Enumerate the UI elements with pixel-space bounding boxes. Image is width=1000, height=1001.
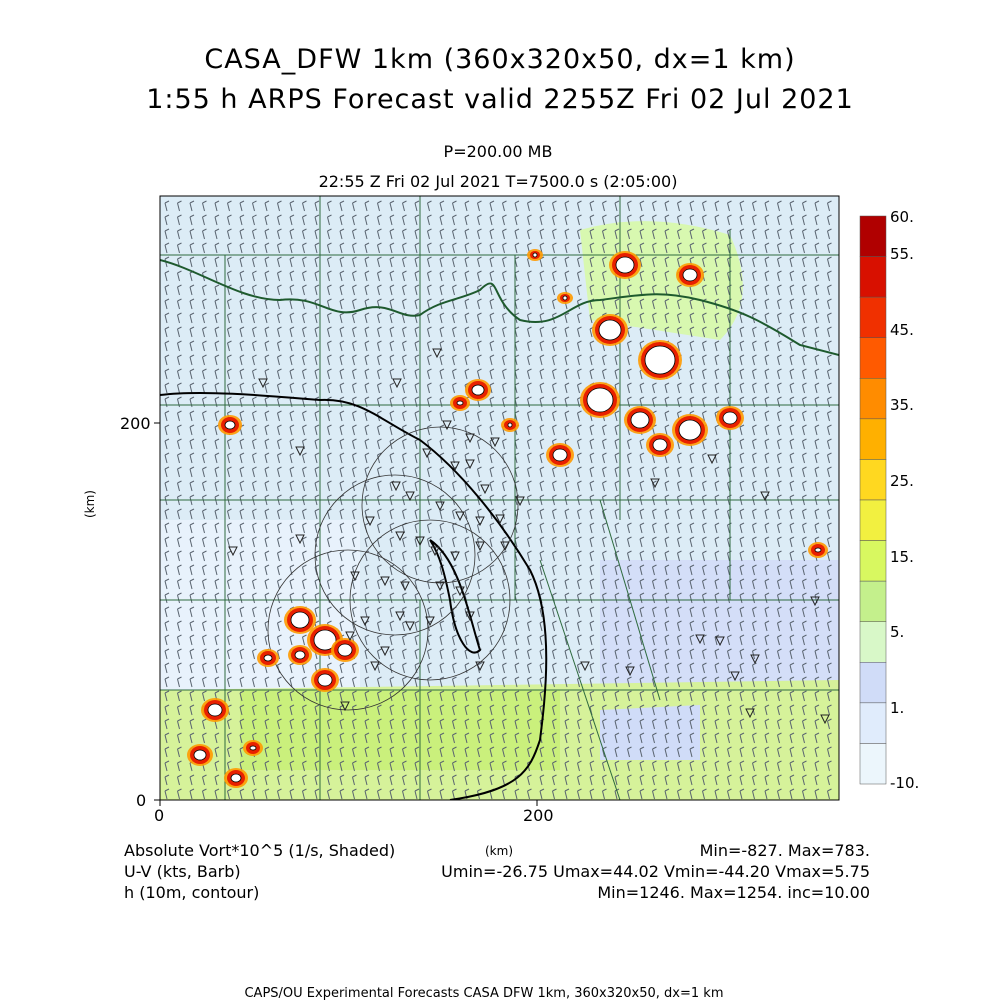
- x-tick-label-200: 200: [523, 806, 554, 825]
- storm-cell-center: [194, 750, 206, 760]
- valid-time: 22:55 Z Fri 02 Jul 2021 T=7500.0 s (2:05:00): [318, 172, 678, 191]
- colorbar-box: [860, 459, 886, 500]
- colorbar-label: 5.: [890, 623, 905, 641]
- colorbar-box: [860, 297, 886, 338]
- storm-cell-center: [295, 651, 305, 659]
- x-axis-unit: (km): [485, 844, 514, 858]
- colorbar-box: [860, 216, 886, 257]
- field1-name: Absolute Vort*10^5 (1/s, Shaded): [124, 841, 396, 860]
- y-tick-label-0: 0: [136, 791, 147, 810]
- colorbar-label: 1.: [890, 699, 905, 717]
- storm-cell-center: [815, 548, 821, 552]
- storm-cell-center: [338, 644, 352, 656]
- storm-cell-center: [645, 346, 675, 374]
- colorbar-box: [860, 500, 886, 541]
- storm-cell-center: [631, 412, 649, 428]
- storm-cell-center: [225, 421, 235, 429]
- storm-cell-center: [472, 385, 484, 395]
- storm-cell-center: [587, 388, 613, 412]
- storm-cell-center: [679, 420, 701, 440]
- y-tick-label-200: 200: [120, 414, 151, 433]
- low-vort-pocket: [600, 705, 700, 760]
- storm-cell-center: [533, 253, 537, 257]
- colorbar-label: 35.: [890, 396, 914, 414]
- y-axis-unit: (km): [83, 489, 98, 519]
- colorbar-label: 55.: [890, 245, 914, 263]
- storm-cell-center: [683, 269, 697, 281]
- colorbar-label: 60.: [890, 208, 914, 226]
- colorbar-label: 45.: [890, 321, 914, 339]
- field1-stats: Min=-827. Max=783.: [699, 841, 870, 860]
- colorbar-box: [860, 581, 886, 622]
- field2-name: U-V (kts, Barb): [124, 862, 241, 881]
- southern-vort-band-core: [240, 690, 560, 770]
- title-line-1: CASA_DFW 1km (360x320x50, dx=1 km): [204, 44, 796, 75]
- storm-cell-center: [457, 401, 463, 405]
- colorbar-box: [860, 743, 886, 784]
- field2-stats: Umin=-26.75 Umax=44.02 Vmin=-44.20 Vmax=5.75: [441, 862, 870, 881]
- colorbar-box: [860, 662, 886, 703]
- credit-line: CAPS/OU Experimental Forecasts CASA DFW 1km, 360x320x50, dx=1 km: [244, 986, 724, 1001]
- field3-name: h (10m, contour): [124, 883, 260, 902]
- colorbar-label: 25.: [890, 472, 914, 490]
- storm-cell-center: [231, 774, 241, 782]
- title-line-2: 1:55 h ARPS Forecast valid 2255Z Fri 02 Jul 2021: [146, 84, 854, 115]
- colorbar: [860, 216, 886, 784]
- storm-cell-center: [653, 439, 667, 451]
- storm-cell-center: [318, 674, 332, 686]
- colorbar-label: -10.: [890, 774, 920, 792]
- storm-cell-center: [264, 655, 272, 661]
- x-tick-label-0: 0: [154, 806, 165, 825]
- storm-cell-center: [250, 746, 256, 750]
- colorbar-box: [860, 703, 886, 744]
- colorbar-box: [860, 541, 886, 582]
- storm-cell-center: [508, 423, 512, 427]
- field3-stats: Min=1246. Max=1254. inc=10.00: [597, 883, 870, 902]
- storm-cell-center: [616, 257, 634, 273]
- colorbar-box: [860, 419, 886, 460]
- storm-cell-center: [553, 449, 567, 461]
- storm-cell-center: [723, 412, 737, 424]
- colorbar-label: 15.: [890, 548, 914, 566]
- colorbar-box: [860, 622, 886, 663]
- storm-cell-center: [208, 704, 222, 716]
- storm-cell-center: [599, 320, 621, 340]
- colorbar-box: [860, 378, 886, 419]
- storm-cell-center: [291, 612, 309, 628]
- colorbar-box: [860, 338, 886, 379]
- colorbar-box: [860, 257, 886, 298]
- storm-cell-center: [563, 296, 567, 300]
- pressure-level: P=200.00 MB: [443, 142, 553, 161]
